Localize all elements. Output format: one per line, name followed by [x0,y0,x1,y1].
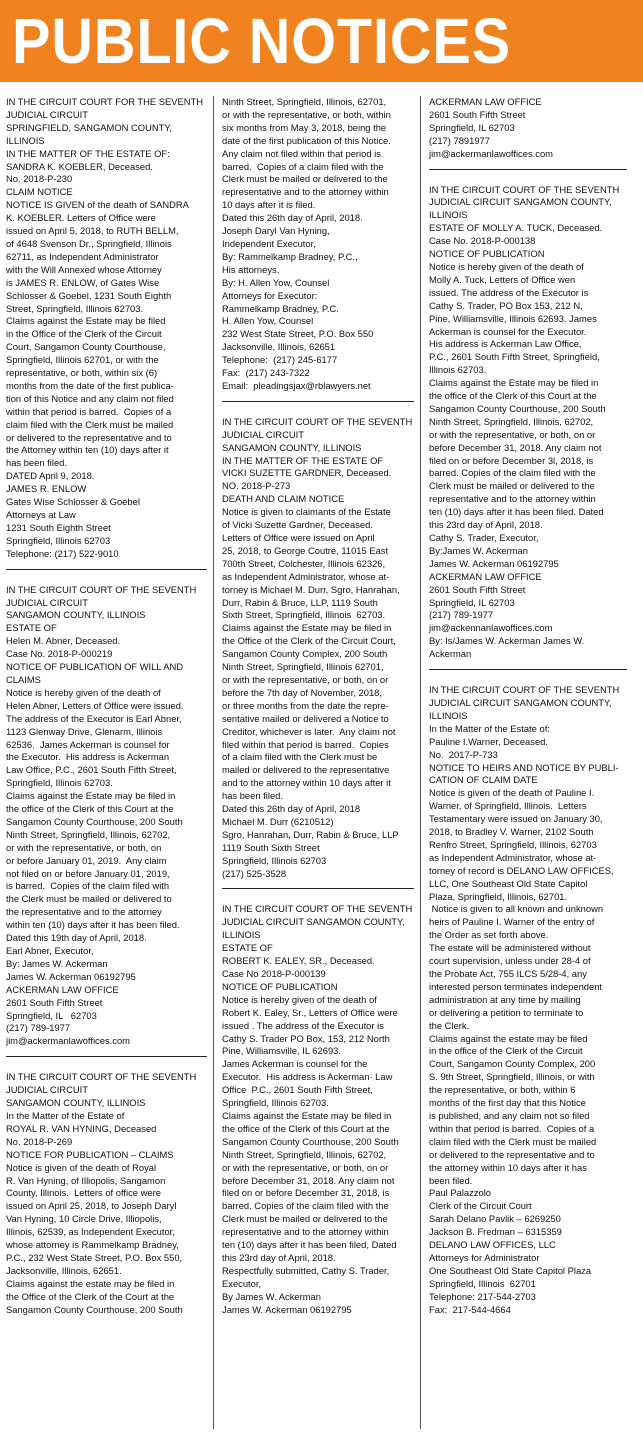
notice-line: as Independent Administrator, whose at- [222,570,390,582]
notice-line: Plaza, Springfield, Illinois, 62701. [429,890,568,902]
notice-divider [429,169,627,170]
notice-line: Testamentary were issued on January 30, [429,813,603,825]
notice-line: JUDICIAL CIRCUIT SANGAMON COUNTY, [429,196,612,208]
notice-line: VICKI SUZETTE GARDNER, Deceased. [222,467,392,479]
notice-line: Respectfully submitted, Cathy S. Trader, [222,1264,390,1276]
notice-line: IN THE MATTER OF THE ESTATE OF [222,454,384,466]
notice-line: the Executor. His address is Ackerman [6,751,170,763]
notice-line: barred. Copies of the claim filed with the [222,1200,389,1212]
notice-line: Jacksonville, Illinois, 62651. [6,1264,122,1276]
notice-line: IN THE CIRCUIT COURT FOR THE SEVENTH [6,96,204,107]
notice-line: H. Allen Yow, Counsel [222,315,314,327]
notice-line: DATED April 9, 2018. [6,470,95,482]
notice-line: Jackson B. Fredman – 6315359 [429,1226,562,1238]
column-3 [420,96,627,1429]
column-2 [213,96,420,1429]
notice-line: has been filed. [222,790,283,802]
notice-line: or delivered to the representative and to [6,431,172,443]
notice-line: The estate will be administered without [429,942,591,954]
notice-line: ROYAL R. VAN HYNING, Deceased [6,1122,157,1134]
notice-line: James Ackerman is counsel for the [222,1058,368,1070]
notice-line: No. 2018-P-269 [6,1135,73,1147]
notice-line: IN THE CIRCUIT COURT OF THE SEVENTH [222,415,413,427]
notice-line: Schlosser & Goebel, 1231 South Eighth [6,289,172,301]
notice-line: or delivered to the representative and to [429,1148,595,1160]
legal-notice [6,1071,207,1316]
notice-columns [0,82,643,1429]
notice-line: His address is Ackerman Law Office, [429,338,582,350]
notice-line: In the Matter of the Estate of [6,1109,125,1121]
notice-line: By James W. Ackerman [222,1290,321,1302]
notice-line: jim@ackennanlawoffices.com [429,622,553,634]
notice-line: within ten (10) days after it has been filed. [6,919,180,931]
notice-line: administration at any time by mailing [429,993,581,1005]
notice-line: Cathy S. Trader, Executor, [429,532,539,543]
notice-line: ESTATE OF [222,942,273,954]
notice-line: Attorneys for Administrator [429,1251,540,1263]
notice-line: ESTATE OF MOLLY A. TUCK, Deceased. [429,222,603,234]
notice-line: the Office of the Clerk of the Circuit Court, [222,635,396,647]
notice-line: or before January 01, 2019. Any claim [6,854,167,866]
notice-line: Springfield, Illinois 62703 [6,534,111,546]
notice-line: James W. Ackerman 06192795 [6,970,136,982]
notice-line: JUDICIAL CIRCUIT [6,596,88,608]
notice-line: 10 days after it is filed. [222,199,316,211]
notice-line: ten (10) days after it has been filed. Dated [429,506,604,518]
notice-line: Notice is hereby given of the death of [6,686,161,698]
notice-line: Notice is given of the death of Royal [6,1161,157,1173]
notice-line: NOTICE TO HEIRS AND NOTICE BY PUBLI- [429,761,619,773]
notice-line: ACKERMAN LAW OFFICE [429,570,542,582]
notice-line: the office of the Clerk of this Court at the [6,803,174,815]
notice-line: Springfield, Illinois 62703 [222,854,327,866]
notice-line: 1123 Glenway Drive, Glenarm, Illinois [6,725,163,737]
notice-line: is published, and any claim not so filed [429,1109,590,1121]
notice-line: CLAIM NOTICE [6,186,73,198]
notice-line: Notice is hereby given of the death of [429,260,584,272]
notice-line: with the Will Annexed whose Attorney [6,263,162,275]
notice-line: By: James W. Ackerman [6,957,108,969]
notice-line: SANGAMON COUNTY, ILLINOIS [6,609,146,621]
notice-line: Rammelkamp Bradney, P.C. [222,302,339,314]
notice-line: SANDRA K. KOEBLER, Deceased. [6,160,153,172]
legal-notice [222,96,414,393]
notice-line: Claims against the Estate may be filed in [429,377,599,389]
notice-line: IN THE CIRCUIT COURT OF THE SEVENTH [222,903,413,915]
notice-line: Earl Abner, Executor, [6,945,94,956]
notice-line: representative, or both, within six (6) [6,367,158,379]
notice-line: the Clerk. [429,1019,470,1031]
notice-line: issued on April 25, 2018, to Joseph Daryl [6,1200,177,1212]
notice-line: whose attorney is Rammelkamp Bradney, [6,1239,179,1251]
notice-line: Warner, of Springfield, Illinois. Letters [429,800,587,812]
notice-line: Cathy S. Trader PO Box, 153, 212 North [222,1032,390,1044]
notice-line: or with the representative, or both, on or [222,673,389,685]
notice-line: Ninth Street, Springfield, Illinois, 62702, [222,1148,387,1160]
notice-line: Telephone: (217) 522-9010 [6,547,119,559]
notice-line: the Probate Act, 755 ILCS 5/28-4, any [429,968,587,979]
notice-line: and to the attorney within 10 days after it [222,777,391,789]
notice-line: JUDICIAL CIRCUIT SANGAMON COUNTY, [222,916,405,928]
notice-line: or with the representative, or both, on or [429,428,596,440]
notice-line: P.C., 232 West State Street, P.O. Box 550, [6,1251,183,1263]
notice-line: One Southeast Old State Capitol Plaza [429,1264,592,1276]
notice-line: No. 2017-P-733 [429,748,498,760]
notice-line: representative and to the attorney within [222,1226,389,1238]
notice-line: ROBERT K. EALEY, SR., Deceased. [222,955,375,967]
notice-line: 62536. James Ackerman is counsel for [6,738,170,750]
notice-line: as Independent Administrator, whose at- [429,851,597,863]
notice-line: Pine, Williamsville, IL 62693. [222,1045,341,1057]
notice-line: date of the first publication of this Notice. [222,134,391,146]
notice-line: Springfield, Illinois 62701 [429,1277,536,1289]
notice-line: Helen M. Abner, Deceased. [6,635,121,647]
notice-line: Ninth Street, Springfield, Illinois, 62702, [6,828,171,840]
notice-line: Durr, Rabin & Bruce, LLP, 1119 South [222,596,378,608]
notice-line: Notice is given to all known and unknown [429,903,604,915]
notice-line: SANGAMON COUNTY, ILLINOIS [6,1097,146,1109]
notice-line: Pauline I.Warner, Deceased. [429,735,548,747]
notice-line: Notice is hereby given of the death of [222,993,377,1005]
notice-line: 2601 South Fifth Street [429,108,526,120]
notice-line: 1231 South Eighth Street [6,521,111,533]
notice-line: Springfield, Illinois 62701, or with the [6,354,159,366]
notice-line: Executor, [222,1277,262,1289]
notice-line: Clerk of the Circuit Court [429,1200,532,1212]
notice-line: LLC, One Southeast Old State Capitol [429,877,588,889]
notice-line: NOTICE OF PUBLICATION OF WILL AND [6,661,184,673]
notice-line: sentative mailed or delivered a Notice to [222,712,389,724]
notice-line: the Office of the Clerk of the Court at the [6,1290,175,1302]
notice-line: of Vicki Suzette Gardner, Deceased. [222,519,373,531]
notice-line: Sangamon County Complex, 200 South [222,648,388,660]
column-1 [6,96,213,1429]
notice-line: Springfield, Illinois 62703. [6,777,113,789]
notice-line: Sarah Delano Pavlik – 6269250 [429,1213,561,1225]
notice-line: before December 31, 2018. Any claim not [429,441,602,453]
notice-line: Fax: 217-544-4664 [429,1303,511,1315]
notice-line: 2601 South Fifth Street [6,996,103,1008]
notice-line: Van Hyning, 10 Circle Drive, Illiopolis, [6,1213,162,1225]
notice-line: ten (10) days after it has been filed, Dated [222,1239,397,1251]
notice-line: court supervision, unless under 28-4 of [429,955,591,967]
notice-line: representative and to the attorney within [429,493,596,505]
notice-line: issued . The address of the Executor is [222,1019,384,1031]
notice-line: County, Illinois. Letters of office were [6,1187,161,1199]
notice-line: IN THE CIRCUIT COURT OF THE SEVENTH [6,583,197,595]
notice-line: Cathy S. Trader, PO Box 153, 212 N, [429,299,583,311]
notice-line: JAMES R. ENLOW [6,483,87,495]
notice-line: R. Van Hyning, of Illiopolis, Sangamon [6,1174,166,1186]
notice-line: issued on April 5, 2018, to RUTH BELLM, [6,225,179,237]
notice-line: 700th Street, Colchester, Illinois 62326, [222,557,386,569]
notice-line: Office P.C., 2601 South Fifth Street, [222,1084,373,1096]
notice-line: Clerk must be mailed or delivered to the [222,173,388,185]
notice-line: (217) 789-1977 [429,609,494,621]
notice-line: Claims against the Estate may be filed in [222,622,392,634]
notice-line: Paul Palazzolo [429,1187,492,1199]
notice-line: barred. Copies of a claim filed with the [222,160,384,172]
notice-line: IN THE CIRCUIT COURT OF THE SEVENTH [429,183,620,195]
notice-line: is barred. Copies of the claim filed with [6,880,170,892]
notice-line: Letters of Office were issued on April [222,532,375,543]
notice-line: 2018, to Bradley V. Warner, 2102 South [429,826,594,838]
notice-line: 62711, as Independent Administrator [6,250,159,262]
notice-line: mailed or delivered to the representative [222,764,390,776]
notice-line: the Attorney within ten (10) days after it [6,444,169,456]
notice-line: Dated this 19th day of April, 2018. [6,932,147,944]
notice-line: jim@ackermanlawoffices.com [429,147,553,159]
notice-divider [222,401,414,402]
notice-line: Ninth Street, Springfield, Illinois, 62701, [222,96,387,107]
notice-line: of 4648 Svenson Dr., Springfield, Illinois [6,237,172,249]
notice-line: Joseph Daryl Van Hyning, [222,225,330,237]
notice-line: 1119 South Sixth Street [222,841,320,853]
notice-line: Case No 2018-P-000139 [222,968,326,979]
header-banner [0,0,643,82]
notice-line: the office of the Clerk of this Court at the [222,1122,390,1134]
notice-line: Creditor, whichever is later. Any claim not [222,725,396,737]
legal-notice [429,684,627,1316]
notice-line: or three months from the date the repre- [222,699,389,711]
notice-line: has been filed. [6,457,67,469]
notice-line: months from the date of the first publica- [6,379,174,391]
notice-line: Molly A. Tuck, Letters of Office wen [429,273,576,285]
notice-line: Attorneys for Executor: [222,289,318,301]
notice-line: No. 2018-P-230 [6,173,73,185]
notice-line: Court, Sangamon County Complex, 200 [429,1058,596,1070]
notice-line: Notice is given to claimants of the Estate [222,506,391,518]
notice-line: DELANO LAW OFFICES, LLC [429,1239,556,1251]
notice-line: claim filed with the Clerk must be mailed [6,418,174,430]
notice-line: NOTICE IS GIVEN of the death of SANDRA [6,199,189,211]
notice-line: By: H. Allen Yow, Counsel [222,276,330,288]
notice-line: Ninth Street, Springfield, Illinois, 62702, [429,415,594,427]
notice-line: Claims against the estate may be filed [429,1032,588,1044]
notice-line: Jacksonville, Illinois, 62651 [222,341,336,353]
notice-line: By: Rammelkamp Bradney, P.C., [222,250,358,262]
notice-line: NO. 2018-P-273 [222,480,291,492]
notice-line: Dated this 26th day of April, 2018 [222,803,361,815]
notice-line: By:James W. Ackerman [429,544,528,556]
notice-line: ACKERMAN LAW OFFICE [6,983,119,995]
notice-line: the representative, or both, within 6 [429,1084,576,1096]
notice-divider [222,888,414,889]
notice-line: or delivering a petition to terminate to [429,1006,584,1018]
notice-line: IN THE CIRCUIT COURT OF THE SEVENTH [6,1071,197,1083]
notice-line: DEATH AND CLAIM NOTICE [222,493,345,505]
notice-line: filed on or before December 31, 2018, is [222,1187,390,1199]
notice-line: Claims against the Estate may be filed in [6,790,176,802]
notice-line: Court, Sangamon County Courthouse, [6,341,166,353]
notice-line: Michael M. Durr (6210512) [222,815,334,827]
notice-line: 25, 2018, to George Coutré, 11015 East [222,544,389,556]
notice-line: IN THE CIRCUIT COURT OF THE SEVENTH [429,684,620,696]
notice-line: Robert K. Ealey, Sr., Letters of Office were [222,1006,398,1018]
notice-line: Email: pleadingsjax@rblawyers.net [222,379,371,391]
notice-line: James W. Ackerman 06192795 [429,557,559,569]
notice-line: Clerk must be mailed or delivered to the [222,1213,388,1225]
legal-notice [222,416,414,881]
notice-line: The address of the Executor is Earl Abner, [6,712,182,724]
notice-line: Pine, Williamsville, Illinois 62693. James [429,312,597,324]
notice-line: Springfield, IL 62703 [429,121,515,133]
page-title: PUBLIC NOTICES [12,5,512,77]
notice-line: SPRINGFIELD, SANGAMON COUNTY, [6,121,172,133]
notice-line: Any claim not filed within that period is [222,147,381,159]
notice-line: or with the representative, or both, within [222,108,391,120]
notice-line: Clerk must be mailed or delivered to the [429,480,595,492]
notice-line: Sixth Street, Springfield, Illinois 62703. [222,609,386,621]
notice-line: the representative and to the attorney [6,906,162,918]
notice-line: ILLINOIS [429,709,468,721]
notice-line: K. KOEBLER. Letters of Office were [6,212,156,224]
notice-line: JUDICIAL CIRCUIT [222,428,304,440]
notice-line: ILLINOIS [6,134,45,146]
notice-line: IN THE MATTER OF THE ESTATE OF: [6,147,170,159]
notice-line: Illinois, 62539, as Independent Executor, [6,1226,175,1238]
notice-divider [6,569,207,570]
notice-line: within that period is barred. Copies of a [6,405,172,417]
notice-line: Claims against the Estate may be filed in [222,1109,392,1121]
notice-line: Street, Springfield, Illinois 62703. [6,302,144,314]
notice-line: or with the representative, or both, on [6,841,162,853]
legal-notice [6,96,207,561]
notice-line: the Order as set forth above. [429,929,549,941]
notice-line: Law Office, P.C., 2601 South Fifth Street, [6,764,177,776]
notice-line: is JAMES R. ENLOW, of Gates Wise [6,276,160,288]
notice-line: in the Office of the Clerk of the Circuit [6,328,162,340]
notice-line: 2601 South Fifth Street [429,583,526,595]
notice-line: (217) 789-1977 [6,1022,71,1034]
notice-line: (217) 7891977 [429,134,490,146]
notice-line: Springfield, Illinois 62703. [222,1097,329,1109]
notice-line: Dated this 26th day of April, 2018. [222,212,363,224]
notice-line: Ackerman is counsel for the Executor. [429,325,587,337]
notice-line: CATION OF CLAIM DATE [429,774,538,786]
notice-line: NOTICE OF PUBLICATION [222,980,338,992]
legal-notice [429,184,627,662]
notice-line: issued. The address of the Executor is [429,286,589,298]
notice-line: Case No. 2018-P-000219 [6,648,113,660]
notice-line: Attorneys at Law [6,509,76,520]
notice-line: interested person terminates independent [429,980,603,992]
notice-line: Springfield, IL 62703 [6,1009,97,1021]
notice-line: Claims against the estate may be filed in [6,1277,175,1289]
notice-line: By: Is/James W. Ackerman James W. [429,635,585,647]
notice-divider [429,669,627,670]
notice-line: Springfield, IL 62703 [429,596,515,608]
notice-line: this 23rd day of April, 2018. [222,1251,336,1263]
notice-line: Telephone: (217) 245-6177 [222,354,338,366]
notice-line: 232 West State Street, P.O. Box 550 [222,328,374,340]
notice-line: claim filed with the Clerk must be mailed [429,1135,597,1147]
notice-line: Sangamon County Courthouse, 200 South [6,815,183,827]
notice-line: NOTICE OF PUBLICATION [429,248,545,260]
notice-line: P.C., 2601 South Fifth Street, Springfield, [429,351,600,363]
notice-line: six months from May 3, 2018, being the [222,121,387,133]
notice-line: Fax: (217) 243-7322 [222,367,310,379]
notice-line: the office of the Clerk of this Court at the [429,390,597,402]
notice-line: been filed. [429,1174,473,1186]
notice-line: the attorney within 10 days after it has [429,1161,587,1173]
legal-notice [6,584,207,1049]
notice-line: within that period is barred. Copies of a [429,1122,595,1134]
notice-line: Illinois 62703. [429,364,487,376]
notice-line: not filed on or before January 01, 2019, [6,867,170,879]
notice-line: Notice is given of the death of Pauline I. [429,787,595,799]
notice-line: (217) 525-3528 [222,867,287,879]
notice-line: torney is Michael M. Durr, Sgro, Hanrahan, [222,583,400,595]
notice-line: this 23rd day of April, 2018. [429,519,543,531]
notice-line: ILLINOIS [222,929,261,941]
notice-line: Ninth Street, Springfield, Illinois 62701, [222,661,384,673]
notice-line: Case No. 2018-P-000138 [429,235,536,247]
notice-line: Telephone: 217-544-2703 [429,1290,536,1302]
notice-line: Sangamon County Courthouse, 200 South [222,1135,399,1147]
notice-line: jim@ackermanlawoffices.com [6,1035,130,1047]
notice-line: JUDICIAL CIRCUIT [6,1084,88,1096]
notice-line: Sgro, Hanrahan, Durr, Rabin & Bruce, LLP [222,828,399,840]
notice-line: Sangamon County Courthouse, 200 South [429,402,606,414]
notice-line: or with the representative, or both, on or [222,1161,389,1173]
notice-line: filed on or before December 3l, 2018, is [429,454,594,466]
notice-line: the Clerk must be mailed or delivered to [6,893,172,905]
notice-line: NOTICE FOR PUBLICATION – CLAIMS [6,1148,174,1160]
notice-line: JUDICIAL CIRCUIT [6,108,88,120]
notice-line: Renfro Street, Springfield, Illinois, 62703 [429,838,597,850]
notice-line: before December 31, 2018. Any claim not [222,1174,395,1186]
notice-line: months of the first day that this Notice [429,1097,586,1109]
notice-line: ESTATE OF [6,622,57,634]
legal-notice [222,903,414,1316]
notice-line: Gates Wise Schlosser & Goebel [6,496,140,508]
notice-line: Executor. His address is Ackerman· Law [222,1071,393,1083]
notice-line: Sangamon County Courthouse, 200 South [6,1303,183,1315]
notice-line: Ackerman [429,648,472,660]
notice-line: heirs of Pauline I. Warner of the entry of [429,916,595,928]
notice-line: SANGAMON COUNTY, ILLINOIS [222,441,362,453]
notice-line: tion of this Notice and any claim not filed [6,392,174,404]
notice-line: before the 7th day of November, 2018, [222,686,383,698]
notice-line: barred. Copies of the claim filed with the [429,467,596,479]
notice-line: representative and to the attorney within [222,186,389,198]
notice-line: Claims against the Estate may be filed [6,315,166,327]
notice-line: CLAIMS [6,673,41,685]
notice-line: of a claim filed with the Clerk must be [222,751,378,763]
notice-line: Independent Executor, [222,237,316,249]
legal-notice [429,96,627,161]
notice-line: S. 9th Street, Springfield, Illinois, or with [429,1071,595,1083]
notice-line: Helen Abner, Letters of Office were issued. [6,699,184,711]
notice-divider [6,1056,207,1057]
notice-line: James W. Ackerman 06192795 [222,1303,352,1315]
notice-line: His attorneys, [222,263,280,275]
notice-line: JUDICIAL CIRCUIT SANGAMON COUNTY, [429,696,612,708]
notice-line: ACKERMAN LAW OFFICE [429,96,542,107]
notice-line: In the Matter of the Estate of: [429,722,550,734]
notice-line: ILLINOIS [429,209,468,221]
notice-line: torney of record is DELANO LAW OFFICES, [429,864,614,876]
notice-line: filed within that period is barred. Copies [222,738,389,750]
notice-line: in the office of the Clerk of the Circuit [429,1045,583,1057]
